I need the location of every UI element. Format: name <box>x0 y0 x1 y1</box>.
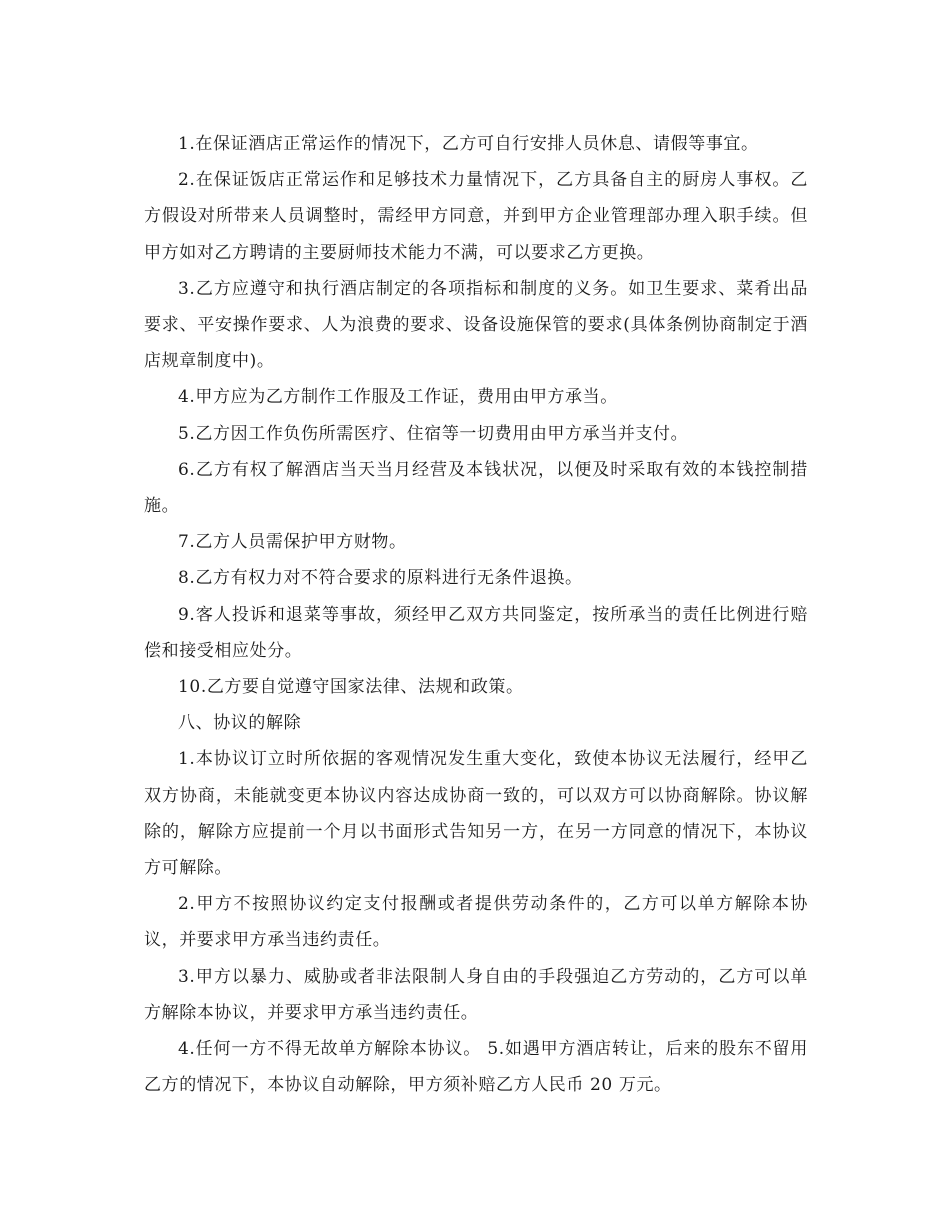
paragraph-clause-5: 5.乙方因工作负伤所需医疗、住宿等一切费用由甲方承当并支付。 <box>178 423 689 444</box>
paragraph-clause-4: 4.甲方应为乙方制作工作服及工作证，费用由甲方承当。 <box>178 387 618 408</box>
paragraph-clause-10: 10.乙方要自觉遵守国家法律、法规和政策。 <box>178 677 524 698</box>
paragraph-clause-3: 3.乙方应遵守和执行酒店制定的各项指标和制度的义务。如卫生要求、菜肴出品要求、平安操作要求、人为浪费的要求、设备设施保管的要求(具体条例协商制定于酒店规章制度中)。 <box>144 278 808 372</box>
paragraph-clause-8: 8.乙方有权力对不符合要求的原料进行无条件退换。 <box>178 568 583 589</box>
paragraph-clause-7: 7.乙方人员需保护甲方财物。 <box>178 532 407 553</box>
paragraph-termination-3: 3.甲方以暴力、威胁或者非法限制人身自由的手段强迫乙方劳动的，乙方可以单方解除本协议，并要求甲方承当违约责任。 <box>144 966 808 1023</box>
paragraph-termination-4-5: 4.任何一方不得无故单方解除本协议。 5.如遇甲方酒店转让，后来的股东不留用乙方的情况下，本协议自动解除，甲方须补赔乙方人民币 20 万元。 <box>144 1039 808 1096</box>
document-body <box>144 126 808 1103</box>
paragraph-termination-2: 2.甲方不按照协议约定支付报酬或者提供劳动条件的，乙方可以单方解除本协议，并要求甲方承当违约责任。 <box>144 894 808 951</box>
paragraph-clause-9: 9.客人投诉和退菜等事故，须经甲乙双方共同鉴定，按所承当的责任比例进行赔偿和接受相应处分。 <box>144 604 808 661</box>
paragraph-termination-1: 1.本协议订立时所依据的客观情况发生重大变化，致使本协议无法履行，经甲乙 双方协商，未能就变更本协议内容达成协商一致的，可以双方可以协商解除。协议解除的，解除方应提前一个月以书面形式告知另一方，在另一方同意的情况下，本协议方可解除。 <box>144 749 808 879</box>
paragraph-clause-2: 2.在保证饭店正常运作和足够技术力量情况下，乙方具备自主的厨房人事权。乙方假设对所带来人员调整时，需经甲方同意，并到甲方企业管理部办理入职手续。但甲方如对乙方聘请的主要厨师技术能力不满，可以要求乙方更换。 <box>144 170 808 263</box>
paragraph-clause-1: 1.在保证酒店正常运作的情况下，乙方可自行安排人员休息、请假等事宜。 <box>178 134 759 154</box>
section-heading-termination: 八、协议的解除 <box>178 713 302 734</box>
paragraph-clause-6: 6.乙方有权了解酒店当天当月经营及本钱状况，以便及时采取有效的本钱控制措施。 <box>144 459 808 517</box>
